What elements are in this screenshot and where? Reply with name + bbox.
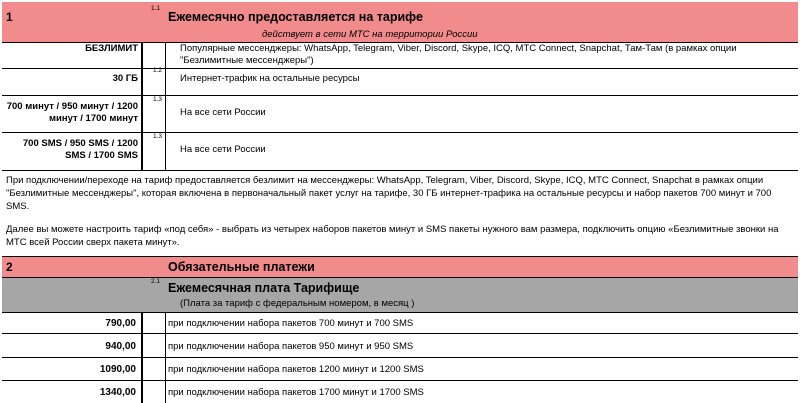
divider: [2, 132, 798, 133]
divider: [2, 380, 798, 381]
row-text-sms: На все сети России: [180, 144, 266, 155]
row-label-unlimited: БЕЗЛИМИТ: [85, 43, 138, 54]
section-2-number: 2: [6, 260, 13, 274]
row-text-internet: Интернет-трафик на остальные ресурсы: [180, 73, 360, 84]
section-2-1-title: Ежемесячная плата Тарифище: [168, 281, 360, 295]
description-paragraph: При подключении/переходе на тариф предоставляется безлимит на мессенджеры: WhatsApp, Telegram, Viber, Discord, Skype, ICQ, МТС Connect, Snapchat в рамках опции "Безлимитные мессенджеры", которая включена в первоначальный пакет услуг на тарифе, 30 ГБ интернет-трафика на остальные ресурсы и набор пакетов 700 минут и 700 SMS.: [6, 175, 772, 212]
section-1-number: 1: [6, 10, 13, 24]
price-description: при подключении набора пакетов 1700 минут и 1700 SMS: [168, 387, 424, 398]
row-label-sms: 700 SMS / 950 SMS / 1200 SMS / 1700 SMS: [22, 138, 138, 161]
section-2-1-note: (Плата за тариф с федеральным номером, в месяц ): [180, 298, 415, 309]
row-label-minutes: 700 минут / 950 минут / 1200 минут / 1700 минут: [6, 101, 138, 124]
section-1-subtitle: действует в сети МТС на территории России: [262, 29, 478, 40]
divider: [2, 357, 798, 358]
section-1-title: Ежемесячно предоставляется на тарифе: [168, 10, 423, 24]
section-2-1-number: 2.1: [151, 278, 161, 285]
divider: [165, 42, 166, 171]
divider: [2, 277, 798, 278]
divider: [2, 333, 798, 334]
price-value: 940,00: [105, 341, 136, 352]
price-value: 790,00: [105, 318, 136, 329]
section-2-title: Обязательные платежи: [168, 260, 315, 274]
row-label-traffic: 30 ГБ: [112, 73, 138, 84]
price-description: при подключении набора пакетов 700 минут и 700 SMS: [168, 318, 414, 329]
section-2-header: [2, 256, 798, 277]
price-description: при подключении набора пакетов 1200 минут и 1200 SMS: [168, 364, 424, 375]
divider: [2, 312, 798, 313]
price-value: 1090,00: [99, 364, 136, 375]
divider: [2, 170, 798, 171]
description-paragraph: Далее вы можете настроить тариф «под себя» - выбрать из четырех наборов пакетов минут и SMS пакеты нужного вам размера, подключить опцию «Безлимитные звонки на МТС всей России сверх пакета минут».: [6, 224, 779, 248]
divider: [2, 95, 798, 96]
row-text-calls: На все сети России: [180, 107, 266, 118]
row-text-messengers: Популярные мессенджеры: WhatsApp, Telegram, Viber, Discord, Skype, ICQ, МТС Connect, Snapchat, Там-Там (в рамках опции "Безлимитные мессенджеры"): [180, 43, 737, 66]
divider: [2, 256, 798, 257]
divider: [2, 68, 798, 69]
row-subnumber: 1.2: [153, 67, 163, 74]
row-subnumber: 1.3: [153, 133, 163, 140]
row-subnumber: 1.3: [153, 96, 163, 103]
section-1-1-number: 1.1: [151, 5, 161, 12]
divider: [141, 42, 143, 171]
price-value: 1340,00: [99, 387, 136, 398]
price-description: при подключении набора пакетов 950 минут и 950 SMS: [168, 341, 414, 352]
